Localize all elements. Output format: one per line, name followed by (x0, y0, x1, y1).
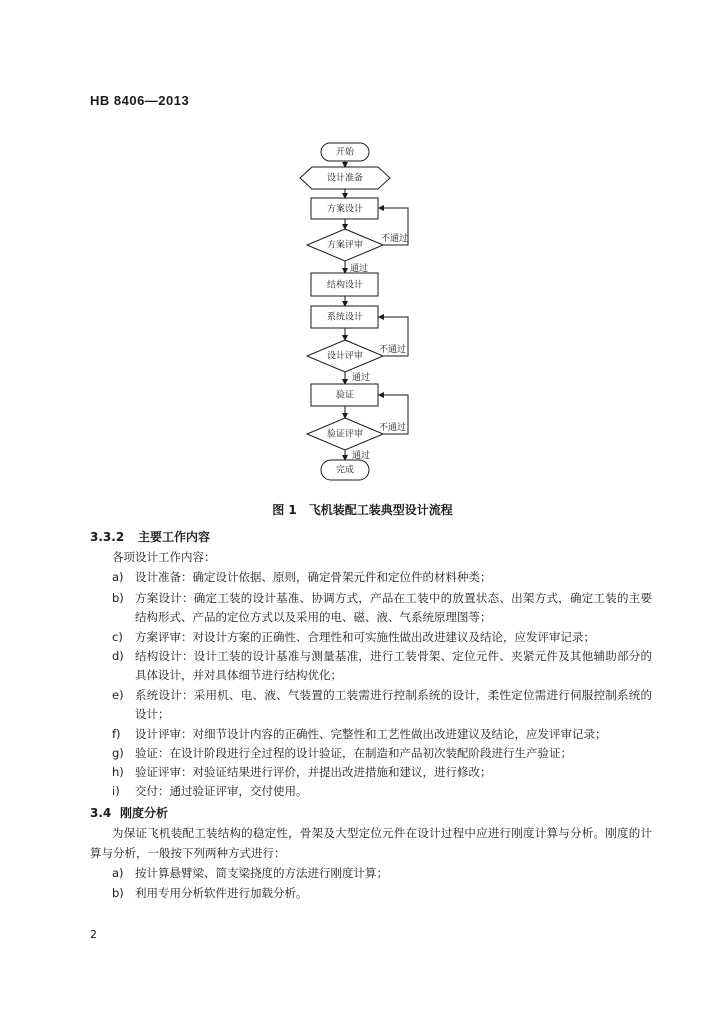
list-marker: g) (112, 746, 124, 760)
section-332-number: 3.3.2 (90, 530, 125, 544)
pass-label-2: 通过 (352, 373, 371, 383)
list-item-b (112, 589, 652, 627)
list-item-h (112, 763, 652, 782)
list-marker: b) (112, 886, 124, 900)
list-item-i (112, 782, 652, 801)
list-text: 按计算悬臂梁、简支梁挠度的方法进行刚度计算； (135, 866, 388, 880)
flow-prepare (300, 167, 390, 189)
list-marker: a) (112, 570, 124, 584)
flow-design-review-label: 设计评审 (326, 351, 364, 362)
list-text: 方案评审：对设计方案的正确性、合理性和可实施性做出改进建议及结论，应发评审记录； (135, 630, 595, 644)
list-text: 系统设计：采用机、电、液、气装置的工装需进行控制系统的设计，柔性定位需进行伺服控制系统的设计； (135, 688, 652, 721)
pass-label-3: 通过 (352, 451, 371, 461)
list-marker: c) (112, 630, 123, 644)
section-34-title: 刚度分析 (120, 806, 169, 820)
fail-label-3: 不通过 (379, 423, 407, 433)
flow-verify-review (307, 418, 383, 450)
flow-system-label: 系统设计 (326, 312, 364, 323)
list-text: 验证评审：对验证结果进行评价，并提出改进措施和建议，进行修改； (135, 765, 492, 779)
list-item-34a (112, 864, 652, 883)
page-number: 2 (90, 928, 97, 941)
list-item-e (112, 686, 652, 724)
fail-label-1: 不通过 (381, 234, 409, 244)
list-item-34b (112, 884, 652, 903)
flow-verify-label: 验证 (335, 390, 355, 401)
list-marker: f) (112, 727, 121, 741)
figure-caption: 图 1 飞机装配工装典型设计流程 (272, 503, 453, 517)
fail-label-2: 不通过 (379, 345, 407, 355)
flow-scheme-review-label: 方案评审 (326, 240, 364, 251)
list-item-f (112, 725, 652, 744)
flow-scheme-label: 方案设计 (326, 204, 364, 215)
list-marker: i) (112, 784, 120, 798)
flow-verify (311, 384, 378, 406)
flow-design-review (307, 340, 383, 372)
section-34-number: 3.4 (90, 806, 112, 820)
list-text: 设计准备：确定设计依据、原则，确定骨架元件和定位件的材料种类； (135, 570, 492, 584)
list-marker: a) (112, 866, 124, 880)
list-marker: b) (112, 591, 124, 605)
list-marker: d) (112, 649, 124, 663)
flow-system (311, 306, 378, 328)
list-item-c (112, 628, 652, 647)
flow-start (321, 143, 369, 161)
list-marker: h) (112, 765, 124, 779)
flow-end-label: 完成 (335, 465, 355, 476)
list-item-d (112, 647, 652, 685)
list-text: 设计评审：对细节设计内容的正确性、完整性和工艺性做出改进建议及结论，应发评审记录； (135, 727, 607, 741)
list-text: 利用专用分析软件进行加载分析。 (135, 886, 308, 900)
section-332-title: 主要工作内容 (138, 530, 211, 544)
flow-structure (311, 273, 378, 296)
flow-verify-review-label: 验证评审 (326, 429, 364, 440)
section-332-heading (90, 528, 210, 545)
section-34-heading (90, 804, 168, 821)
list-text: 方案设计：确定工装的设计基准、协调方式，产品在工装中的放置状态、出架方式，确定工装的主要结构形式、产品的定位方式以及采用的电、磁、液、气系统原理图等； (135, 591, 652, 624)
list-marker: e) (112, 688, 124, 702)
section-332-intro: 各项设计工作内容： (112, 550, 216, 564)
flow-end (321, 460, 369, 480)
section-34-paragraph: 为保证飞机装配工装结构的稳定性，骨架及大型定位元件在设计过程中应进行刚度计算与分析。刚度的计算与分析，一般按下列两种方式进行： (90, 826, 652, 860)
list-item-a (112, 568, 652, 587)
flow-structure-label: 结构设计 (326, 280, 364, 291)
standard-code: HB 8406—2013 (90, 93, 190, 108)
list-text: 交付：通过验证评审，交付使用。 (135, 784, 308, 798)
design-flowchart (0, 0, 725, 500)
flow-start-label: 开始 (335, 147, 355, 158)
flow-prepare-label: 设计准备 (326, 173, 364, 184)
flow-scheme (311, 198, 378, 219)
list-text: 结构设计：设计工装的设计基准与测量基准，进行工装骨架、定位元件、夹紧元件及其他辅助部分的具体设计，并对具体细节进行结构优化； (135, 649, 652, 682)
list-item-g (112, 744, 652, 763)
list-text: 验证：在设计阶段进行全过程的设计验证，在制造和产品初次装配阶段进行生产验证； (135, 746, 572, 760)
flow-scheme-review (307, 229, 383, 261)
pass-label-1: 通过 (350, 264, 369, 274)
